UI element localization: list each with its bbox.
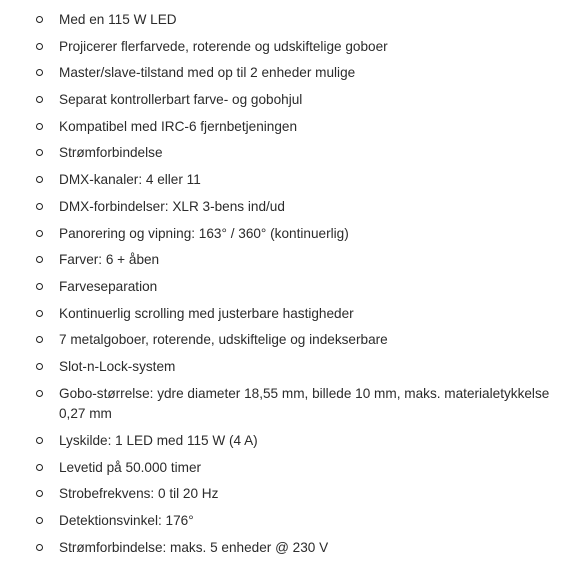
list-item bbox=[0, 197, 575, 218]
circle-bullet-icon bbox=[36, 149, 43, 156]
list-item bbox=[0, 484, 575, 505]
circle-bullet-icon bbox=[36, 517, 43, 524]
list-item bbox=[0, 143, 575, 164]
list-item-text: Farver: 6 + åben bbox=[59, 252, 160, 268]
list-item bbox=[0, 384, 575, 425]
list-item-text: Detektionsvinkel: 176° bbox=[59, 512, 194, 528]
list-item bbox=[0, 117, 575, 138]
circle-bullet-icon bbox=[36, 123, 43, 130]
list-item bbox=[0, 357, 575, 378]
circle-bullet-icon bbox=[36, 69, 43, 76]
list-item-text: Separat kontrollerbart farve- og gobohjul bbox=[59, 92, 303, 108]
list-item bbox=[0, 37, 575, 58]
circle-bullet-icon bbox=[36, 363, 43, 370]
list-item-text: Strømforbindelse bbox=[59, 145, 163, 161]
list-item-text: Projicerer flerfarvede, roterende og udskiftelige goboer bbox=[59, 38, 388, 54]
list-item-text: Slot-n-Lock-system bbox=[59, 358, 176, 374]
list-item-text: Levetid på 50.000 timer bbox=[59, 459, 202, 475]
list-item bbox=[0, 458, 575, 479]
circle-bullet-icon bbox=[36, 544, 43, 551]
circle-bullet-icon bbox=[36, 283, 43, 290]
circle-bullet-icon bbox=[36, 176, 43, 183]
circle-bullet-icon bbox=[36, 230, 43, 237]
list-item bbox=[0, 304, 575, 325]
list-item-text: 7 metalgoboer, roterende, udskiftelige og indekserbare bbox=[59, 332, 388, 348]
circle-bullet-icon bbox=[36, 96, 43, 103]
list-item-text: Strømforbindelse: maks. 5 enheder @ 230 V bbox=[59, 539, 329, 555]
circle-bullet-icon bbox=[36, 310, 43, 317]
list-item bbox=[0, 10, 575, 31]
circle-bullet-icon bbox=[36, 16, 43, 23]
list-item-text: DMX-forbindelser: XLR 3-bens ind/ud bbox=[59, 198, 285, 214]
list-item bbox=[0, 511, 575, 532]
list-item-text: Panorering og vipning: 163° / 360° (kontinuerlig) bbox=[59, 225, 349, 241]
list-item bbox=[0, 170, 575, 191]
list-item-text: Med en 115 W LED bbox=[59, 12, 177, 27]
list-item bbox=[0, 538, 575, 559]
circle-bullet-icon bbox=[36, 256, 43, 263]
list-item bbox=[0, 90, 575, 111]
circle-bullet-icon bbox=[36, 336, 43, 343]
list-item-text: Lyskilde: 1 LED med 115 W (4 A) bbox=[59, 432, 258, 448]
list-item-text: DMX-kanaler: 4 eller 11 bbox=[59, 172, 201, 188]
circle-bullet-icon bbox=[36, 437, 43, 444]
circle-bullet-icon bbox=[36, 464, 43, 471]
list-item-text: Kontinuerlig scrolling med justerbare hastigheder bbox=[59, 305, 354, 321]
list-item-text: Farveseparation bbox=[59, 278, 158, 294]
circle-bullet-icon bbox=[36, 43, 43, 50]
list-item bbox=[0, 330, 575, 351]
list-item bbox=[0, 224, 575, 245]
list-item-text: Master/slave-tilstand med op til 2 enheder mulige bbox=[59, 65, 356, 81]
circle-bullet-icon bbox=[36, 390, 43, 397]
list-item-text: Kompatibel med IRC-6 fjernbetjeningen bbox=[59, 118, 298, 134]
list-item-text: Gobo-størrelse: ydre diameter 18,55 mm, billede 10 mm, maks. materialetykkelse 0,27 mm bbox=[59, 385, 550, 422]
list-item bbox=[0, 431, 575, 452]
list-item bbox=[0, 277, 575, 298]
circle-bullet-icon bbox=[36, 490, 43, 497]
list-item bbox=[0, 250, 575, 271]
circle-bullet-icon bbox=[36, 203, 43, 210]
list-item bbox=[0, 63, 575, 84]
list-item-text: Strobefrekvens: 0 til 20 Hz bbox=[59, 486, 219, 502]
